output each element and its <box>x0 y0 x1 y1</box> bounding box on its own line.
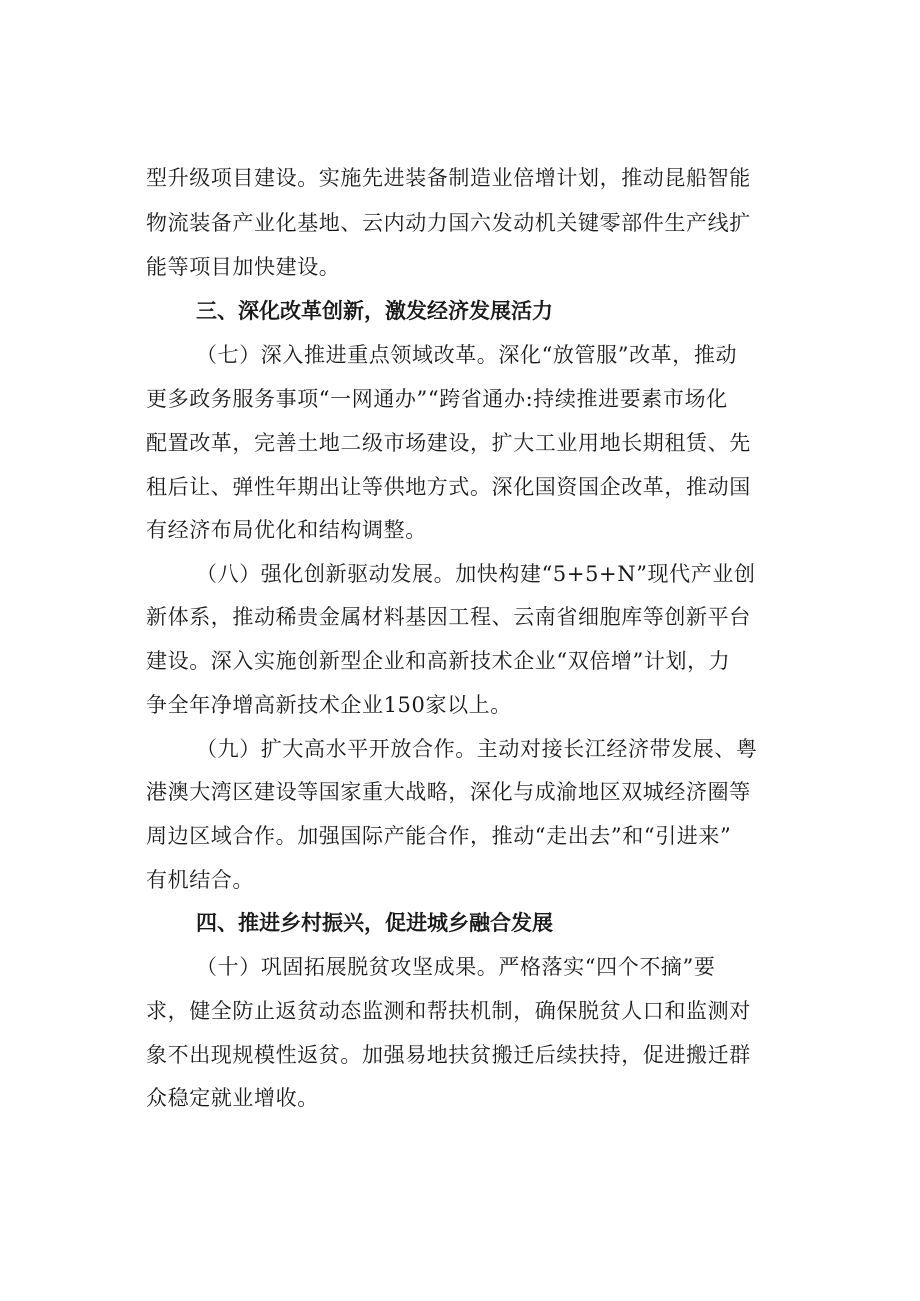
item-10-line-2: 求，健全防止返贫动态监测和帮扶机制，确保脱贫人口和监测对 <box>146 999 751 1023</box>
item-10-line-1: （十）巩固拓展脱贫攻坚成果。严格落实“四个不摘”要 <box>196 955 716 979</box>
item-9-line-3: 周边区域合作。加强国际产能合作，推动“走出去”和“引进来” <box>146 824 732 848</box>
item-7-line-4: 租后让、弹性年期出让等供地方式。深化国资国企改革，推动国 <box>146 475 751 499</box>
item-8-line-1: （八）强化创新驱动发展。加快构建“5+5+N”现代产业创 <box>196 562 756 586</box>
item-9-line-2: 港澳大湾区建设等国家重大战略，深化与成渝地区双城经济圈等 <box>146 780 751 804</box>
item-7-line-5: 有经济布局优化和结构调整。 <box>146 518 427 542</box>
section-3-heading: 三、深化改革创新，激发经济发展活力 <box>196 299 553 323</box>
item-9-line-1: （九）扩大高水平开放合作。主动对接长江经济带发展、粤 <box>196 737 758 761</box>
section-4-heading: 四、推进乡村振兴，促进城乡融合发展 <box>196 911 553 935</box>
intro-line-3: 能等项目加快建设。 <box>146 255 341 279</box>
item-10-line-4: 众稳定就业增收。 <box>146 1086 319 1110</box>
item-7-line-3: 配置改革，完善土地二级市场建设，扩大工业用地长期租赁、先 <box>146 431 751 455</box>
item-9-line-4: 有机结合。 <box>146 868 254 892</box>
intro-line-2: 物流装备产业化基地、云内动力国六发动机关键零部件生产线扩 <box>146 211 751 235</box>
item-8-line-3: 建设。深入实施创新型企业和高新技术企业“双倍增”计划，力 <box>146 649 731 673</box>
item-10-line-3: 象不出现规模性返贫。加强易地扶贫搬迁后续扶持，促进搬迁群 <box>146 1043 751 1067</box>
item-8-line-2: 新体系，推动稀贵金属材料基因工程、云南省细胞库等创新平台 <box>146 605 751 629</box>
item-7-line-1: （七）深入推进重点领域改革。深化“放管服”改革，推动 <box>196 343 738 367</box>
intro-line-1: 型升级项目建设。实施先进装备制造业倍增计划，推动昆船智能 <box>146 166 751 190</box>
item-7-line-2: 更多政务服务事项“一网通办”“跨省通办:持续推进要素市场化 <box>146 387 728 411</box>
item-8-line-4: 争全年净增高新技术企业150家以上。 <box>146 693 512 717</box>
